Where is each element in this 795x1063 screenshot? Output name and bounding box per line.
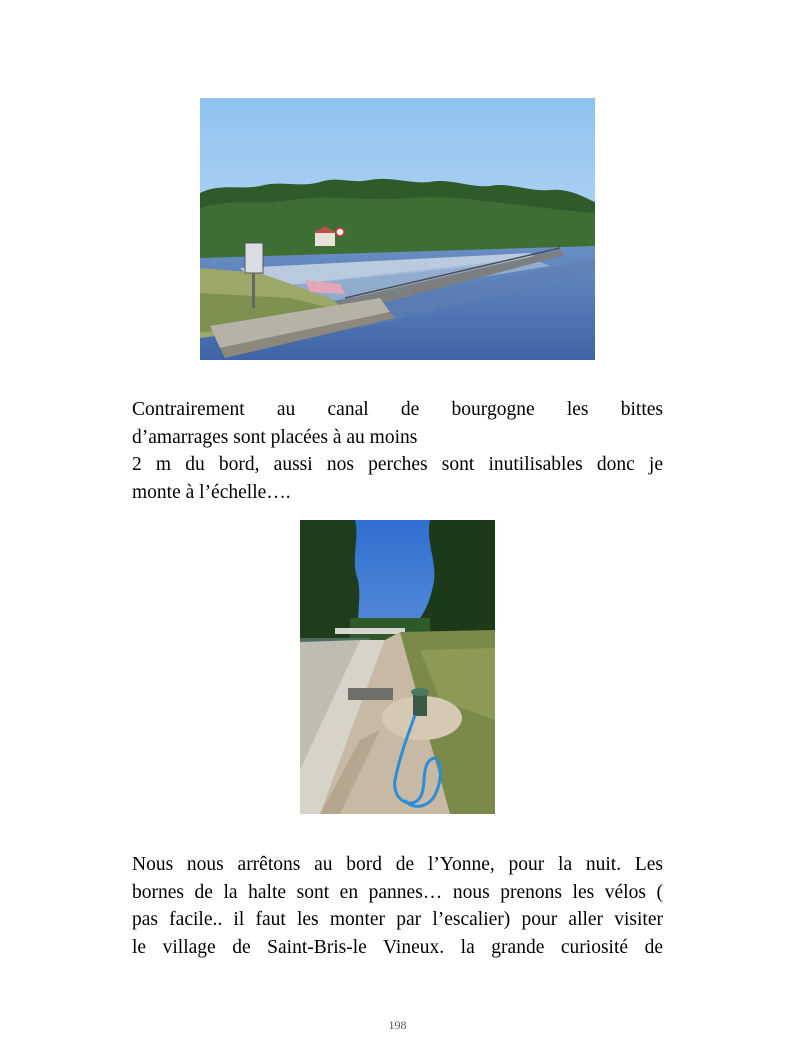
paragraph-2 [132, 851, 663, 961]
text-line: bornes de la halte sont en pannes… nous prenons les vélos ( [132, 881, 663, 903]
text-line: d’amarrages sont placées à au moins [132, 426, 418, 448]
page-number: 198 [388, 1018, 407, 1032]
text-line: pas facile.. il faut les monter par l’escalier) pour aller visiter [132, 909, 663, 930]
text-line: monte à l’échelle…. [132, 481, 291, 503]
text-line: 2 m du bord, aussi nos perches sont inutilisables donc je [132, 454, 663, 475]
text-line: Nous nous arrêtons au bord de l’Yonne, pour la nuit. Les [132, 854, 663, 875]
weir-photo [200, 98, 595, 360]
lock-photo [300, 520, 495, 814]
paragraph-1 [132, 396, 663, 506]
text-line: le village de Saint-Bris-le Vineux. la grande curiosité de [132, 936, 663, 958]
text-line: Contrairement au canal de bourgogne les bittes [132, 399, 663, 420]
